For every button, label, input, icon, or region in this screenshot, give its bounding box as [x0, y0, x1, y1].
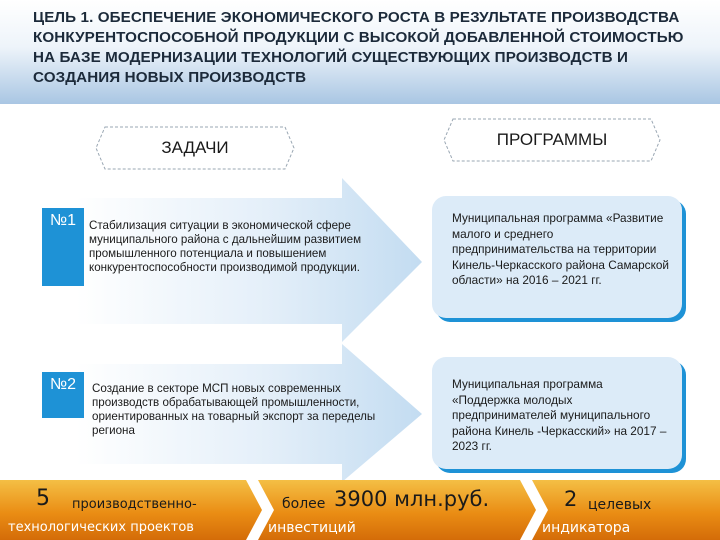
indicator-1-line2: технологических проектов	[8, 520, 194, 535]
indicator-2-prefix: более	[282, 496, 326, 512]
indicator-2-value: 3900 млн.руб.	[334, 487, 490, 511]
task-1-text: Стабилизация ситуации в экономической сфере муниципального района с дальнейшим развитием промышленного потенциала и повышением конкурентоспособности производимой продукции.	[89, 219, 362, 274]
program-1-text: Муниципальная программа «Развитие малого и среднего предпринимательства на территории Кинель-Черкасского района Самарской области» на 2016 – 2021 гг.	[452, 211, 670, 287]
indicator-3-line1: целевых	[588, 497, 652, 513]
program-2-text: Муниципальная программа «Поддержка молодых предпринимателей муниципального района Кинель -Черкасский» на 2017 – 2023 гг.	[452, 377, 667, 453]
indicator-1-value: 5	[36, 486, 50, 511]
page-title: ЦЕЛЬ 1. ОБЕСПЕЧЕНИЕ ЭКОНОМИЧЕСКОГО РОСТА В РЕЗУЛЬТАТЕ ПРОИЗВОДСТВА КОНКУРЕНТОСПОСОБНОЙ ПРОДУКЦИИ С ВЫСОКОЙ ДОБАВЛЕННОЙ СТОИМОСТЬЮ НА БАЗЕ МОДЕРНИЗАЦИИ ТЕХНОЛОГИЙ СУЩЕСТВУЮЩИХ ПРОИЗВОДСТВ И СОЗДАНИЯ НОВЫХ ПРОИЗВОДСТВ	[33, 9, 684, 86]
tasks-column-label	[95, 126, 295, 170]
task-1-number: №1	[42, 208, 84, 286]
task-2-number: №2	[42, 372, 84, 418]
indicator-3-line2: индикатора	[542, 520, 631, 536]
tasks-label-text: ЗАДАЧИ	[161, 138, 229, 157]
indicator-1-line1: производственно-	[72, 497, 197, 512]
indicator-2-line2: инвестиций	[268, 520, 356, 536]
programs-column-label	[443, 118, 661, 162]
programs-label-text: ПРОГРАММЫ	[496, 130, 608, 149]
indicator-3-value: 2	[564, 487, 578, 511]
task-2-text: Создание в секторе МСП новых современных производств обрабатывающей промышленности, ориентированных на товарный экспорт за переделы региона	[92, 382, 376, 437]
